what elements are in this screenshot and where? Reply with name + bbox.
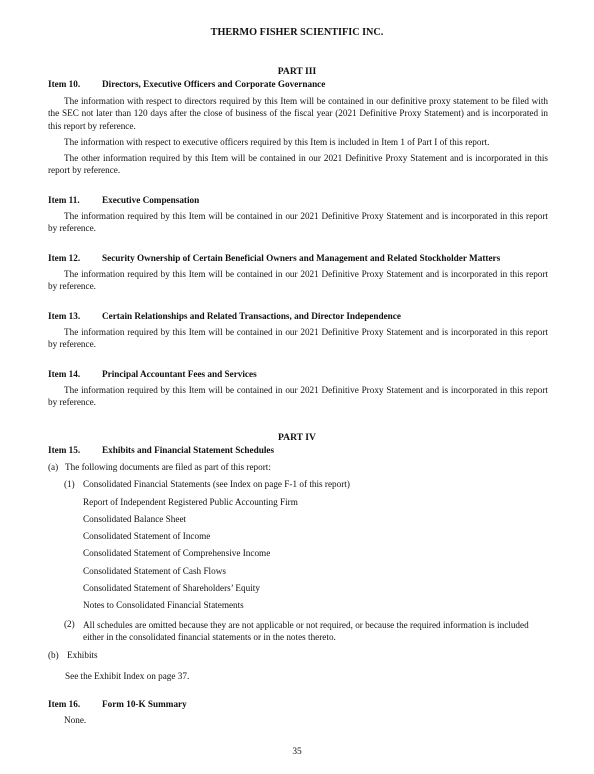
list-label-b: (b) bbox=[48, 650, 59, 660]
list-label-a: (a) bbox=[48, 462, 59, 472]
item-10-paragraph-3: The other information required by this Item will be contained in our 2021 Definitive Proxy Statement and is incorporated in this report by reference. bbox=[48, 153, 548, 176]
item-16-text: None. bbox=[64, 715, 87, 725]
company-header: THERMO FISHER SCIENTIFIC INC. bbox=[210, 27, 384, 38]
statement-list-item: Notes to Consolidated Financial Statements bbox=[83, 600, 244, 610]
exhibit-index-reference: See the Exhibit Index on page 37. bbox=[65, 671, 190, 681]
list-item-a1-text: Consolidated Financial Statements (see Index on page F-1 of this report) bbox=[83, 479, 350, 489]
statement-list-item: Consolidated Balance Sheet bbox=[83, 514, 187, 524]
item-12-title: Security Ownership of Certain Beneficial Owners and Management and Related Stockholder Matters bbox=[102, 253, 501, 263]
item-13-number: Item 13. bbox=[48, 311, 81, 321]
item-14-number: Item 14. bbox=[48, 369, 81, 379]
list-item-a-text: The following documents are filed as part of this report: bbox=[65, 462, 271, 472]
list-label-a2: (2) bbox=[64, 619, 75, 629]
item-12-number: Item 12. bbox=[48, 253, 81, 263]
statement-list-item: Consolidated Statement of Income bbox=[83, 531, 211, 541]
item-16-title: Form 10-K Summary bbox=[102, 699, 187, 709]
item-15-number: Item 15. bbox=[48, 445, 81, 455]
list-item-b-text: Exhibits bbox=[67, 650, 98, 660]
item-16-number: Item 16. bbox=[48, 699, 81, 709]
statement-list-item: Report of Independent Registered Public Accounting Firm bbox=[83, 497, 298, 507]
item-11-title: Executive Compensation bbox=[102, 195, 200, 205]
list-item-a2-text: All schedules are omitted because they are not applicable or not required, or because the required information is included either in the consolidated financial statements or in the notes thereto. bbox=[83, 620, 529, 643]
item-10-paragraph-2: The information with respect to executive officers required by this Item is included in Item 1 of Part I of this report. bbox=[64, 137, 490, 147]
item-11-number: Item 11. bbox=[48, 195, 80, 205]
item-12-paragraph: The information required by this Item will be contained in our 2021 Definitive Proxy Statement and is incorporated in this report by reference. bbox=[48, 269, 548, 292]
statement-list-item: Consolidated Statement of Shareholders’ Equity bbox=[83, 583, 260, 593]
part-iv-heading: PART IV bbox=[278, 432, 316, 443]
item-14-paragraph: The information required by this Item will be contained in our 2021 Definitive Proxy Statement and is incorporated in this report by reference. bbox=[48, 385, 548, 408]
item-11-paragraph: The information required by this Item will be contained in our 2021 Definitive Proxy Statement and is incorporated in this report by reference. bbox=[48, 211, 548, 234]
statement-list-item: Consolidated Statement of Cash Flows bbox=[83, 566, 226, 576]
item-13-title: Certain Relationships and Related Transactions, and Director Independence bbox=[102, 311, 401, 321]
item-10-number: Item 10. bbox=[48, 79, 81, 89]
item-15-title: Exhibits and Financial Statement Schedules bbox=[102, 445, 275, 455]
item-10-paragraph-1: The information with respect to directors required by this Item will be contained in our definitive proxy statement to be filed with the SEC not later than 120 days after the close of business of the fiscal year (2021 Definitive Proxy Statement) and is incorporated in this report by reference. bbox=[48, 96, 548, 131]
page-number: 35 bbox=[292, 747, 302, 757]
item-10-title: Directors, Executive Officers and Corporate Governance bbox=[102, 79, 326, 89]
part-iii-heading: PART III bbox=[277, 66, 317, 77]
statement-list-item: Consolidated Statement of Comprehensive Income bbox=[83, 548, 271, 558]
item-14-title: Principal Accountant Fees and Services bbox=[102, 369, 257, 379]
list-label-a1: (1) bbox=[64, 479, 75, 489]
item-13-paragraph: The information required by this Item will be contained in our 2021 Definitive Proxy Statement and is incorporated in this report by reference. bbox=[48, 327, 548, 350]
